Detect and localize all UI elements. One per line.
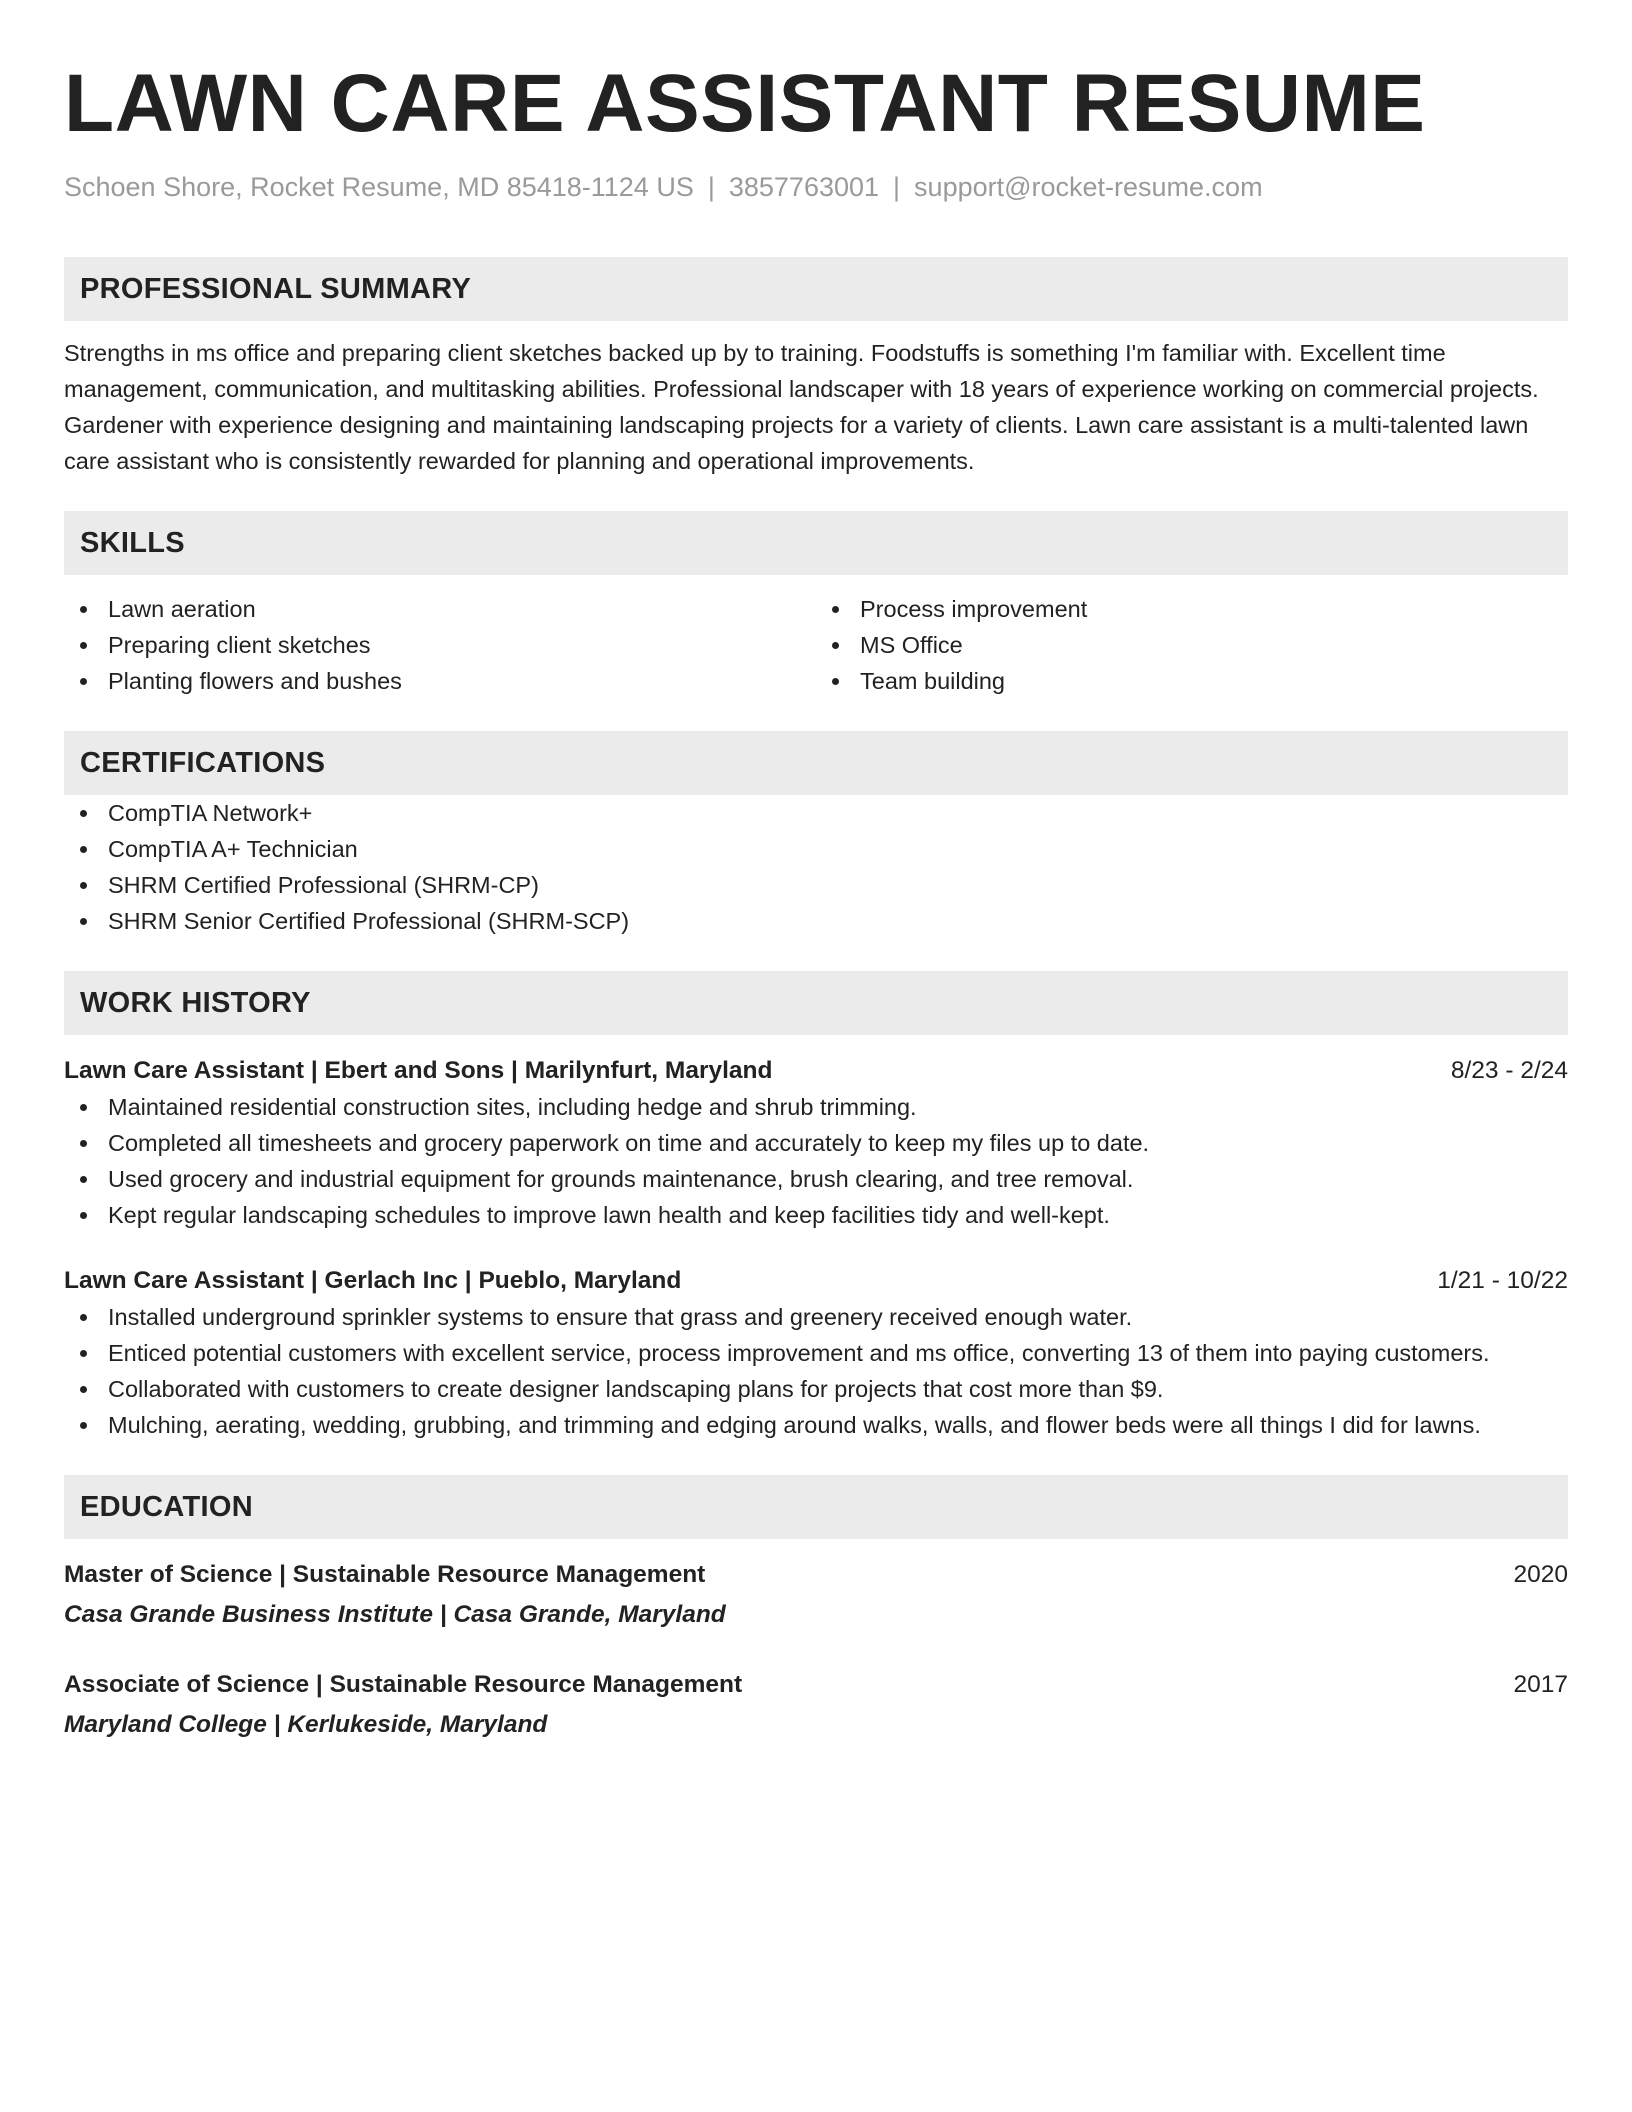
- education-year: 2020: [1513, 1561, 1568, 1588]
- job-bullet: Maintained residential construction sites, including hedge and shrub trimming.: [64, 1089, 1568, 1125]
- section-header-work-history: WORK HISTORY: [64, 971, 1568, 1035]
- certifications-list: [64, 795, 1568, 939]
- job-heading: [64, 1053, 1568, 1089]
- certification-item: CompTIA A+ Technician: [64, 831, 1568, 867]
- education-degree: Associate of Science | Sustainable Resource Management: [64, 1671, 743, 1698]
- skills-list-right: [816, 591, 1568, 699]
- job-dates: 1/21 - 10/22: [1437, 1267, 1568, 1294]
- skill-item: MS Office: [816, 627, 1568, 663]
- job-bullets: [64, 1299, 1568, 1443]
- job-bullet: Mulching, aerating, wedding, grubbing, and trimming and edging around walks, walls, and flower beds were all things I did for lawns.: [64, 1407, 1568, 1443]
- contact-phone: 3857763001: [728, 172, 880, 202]
- certification-item: CompTIA Network+: [64, 795, 1568, 831]
- job-title: Lawn Care Assistant | Gerlach Inc | Pueblo, Maryland: [64, 1267, 682, 1294]
- contact-separator: |: [707, 172, 715, 202]
- skill-item: Process improvement: [816, 591, 1568, 627]
- certification-item: SHRM Senior Certified Professional (SHRM-SCP): [64, 903, 1568, 939]
- contact-line: [64, 170, 1568, 204]
- education-heading: [64, 1557, 1568, 1593]
- job-bullet: Enticed potential customers with excellent service, process improvement and ms office, converting 13 of them into paying customers.: [64, 1335, 1568, 1371]
- contact-address: Schoen Shore, Rocket Resume, MD 85418-1124 US: [64, 172, 694, 202]
- education-heading: [64, 1667, 1568, 1703]
- job-bullet: Installed underground sprinkler systems to ensure that grass and greenery received enough water.: [64, 1299, 1568, 1335]
- section-header-education: EDUCATION: [64, 1475, 1568, 1539]
- skill-item: Team building: [816, 663, 1568, 699]
- job-heading: [64, 1263, 1568, 1299]
- contact-email: support@rocket-resume.com: [914, 172, 1263, 202]
- job-bullet: Kept regular landscaping schedules to improve lawn health and keep facilities tidy and well-kept.: [64, 1197, 1568, 1233]
- skill-item: Preparing client sketches: [64, 627, 816, 663]
- education-school: Maryland College | Kerlukeside, Maryland: [64, 1711, 548, 1738]
- job-bullet: Collaborated with customers to create designer landscaping plans for projects that cost more than $9.: [64, 1371, 1568, 1407]
- job-dates: 8/23 - 2/24: [1450, 1057, 1568, 1084]
- job-title: Lawn Care Assistant | Ebert and Sons | Marilynfurt, Maryland: [64, 1057, 773, 1084]
- education-school: Casa Grande Business Institute | Casa Grande, Maryland: [64, 1601, 726, 1628]
- contact-separator: |: [893, 172, 901, 202]
- summary-text: Strengths in ms office and preparing client sketches backed up by to training. Foodstuffs is something I'm familiar with. Excellent time management, communication, and multitasking abilities. Professional landscaper with 18 years of experience working on commercial projects. Gardener with experience designing and maintaining landscaping projects for a variety of clients. Lawn care assistant is a multi-talented lawn care assistant who is consistently rewarded for planning and operational improvements.: [64, 340, 1539, 474]
- certification-item: SHRM Certified Professional (SHRM-CP): [64, 867, 1568, 903]
- education-degree: Master of Science | Sustainable Resource Management: [64, 1561, 706, 1588]
- section-header-summary: PROFESSIONAL SUMMARY: [64, 257, 1568, 321]
- section-header-certifications: CERTIFICATIONS: [64, 731, 1568, 795]
- job-bullets: [64, 1089, 1568, 1233]
- section-header-skills: SKILLS: [64, 511, 1568, 575]
- job-bullet: Used grocery and industrial equipment for grounds maintenance, brush clearing, and tree removal.: [64, 1161, 1568, 1197]
- resume-title: LAWN CARE ASSISTANT RESUME: [64, 58, 1426, 149]
- skills-list-left: [64, 591, 816, 699]
- skill-item: Planting flowers and bushes: [64, 663, 816, 699]
- skill-item: Lawn aeration: [64, 591, 816, 627]
- education-year: 2017: [1513, 1671, 1568, 1698]
- job-bullet: Completed all timesheets and grocery paperwork on time and accurately to keep my files up to date.: [64, 1125, 1568, 1161]
- skills-grid: [64, 591, 1568, 699]
